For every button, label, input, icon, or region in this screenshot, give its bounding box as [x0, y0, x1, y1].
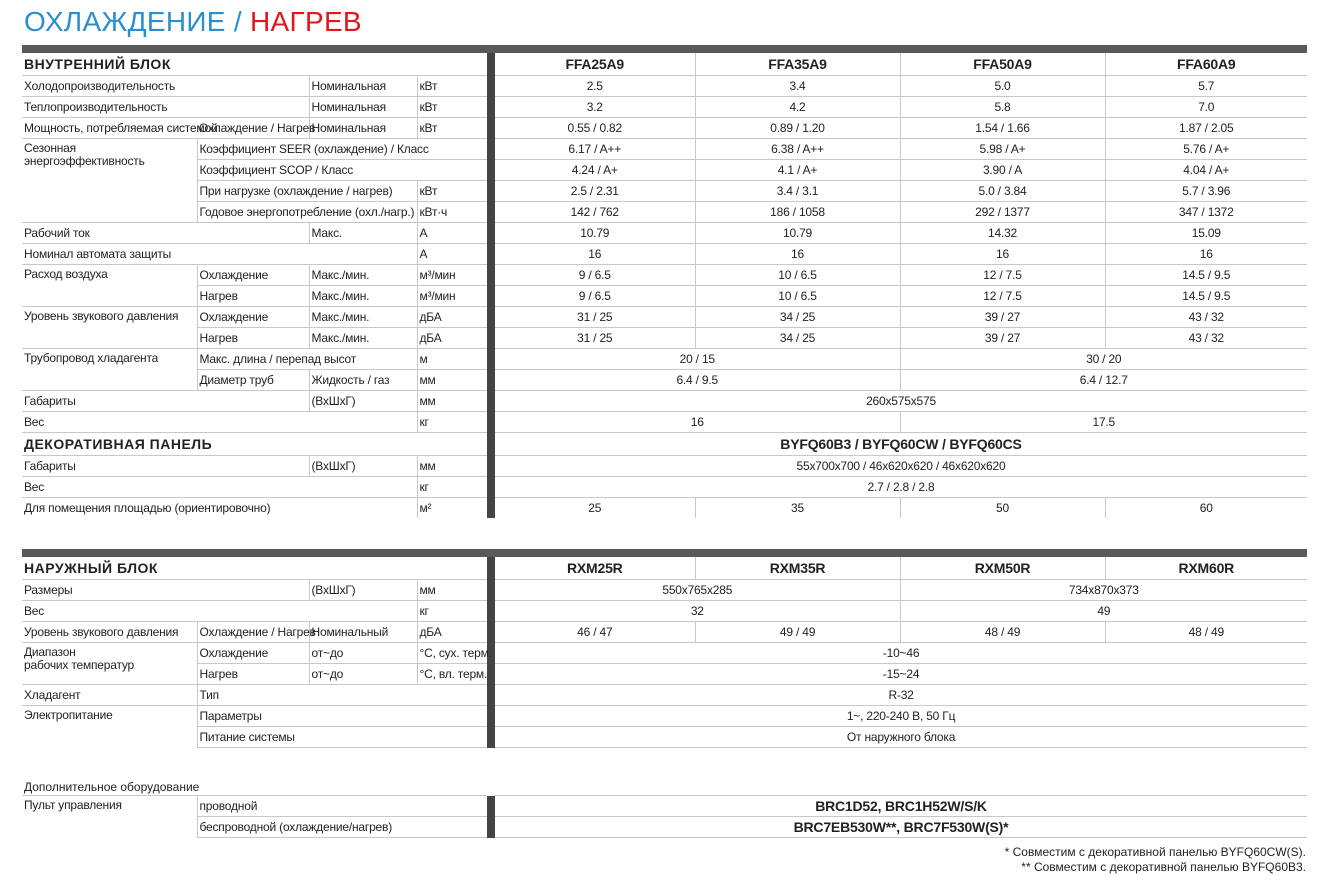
unit: кг — [417, 477, 487, 498]
value: 3.2 — [495, 97, 695, 118]
row-dimensions — [22, 391, 1307, 412]
row-panel-weight — [22, 477, 1307, 498]
indoor-model-4: FFA60A9 — [1105, 53, 1307, 76]
vertical-separator — [487, 53, 495, 518]
unit: кг — [417, 601, 487, 622]
value: 9 / 6.5 — [495, 286, 695, 307]
power-label: Электропитание — [22, 706, 197, 748]
row-room-area — [22, 498, 1307, 519]
mode: Нагрев — [197, 664, 309, 685]
value: 10 / 6.5 — [695, 265, 900, 286]
row-airflow-heat — [22, 286, 1307, 307]
value: 1.87 / 2.05 — [1105, 118, 1307, 139]
sublabel: от~до — [309, 664, 417, 685]
sublabel: Макс. — [309, 223, 417, 244]
value: 6.17 / A++ — [495, 139, 695, 160]
row-outdoor-sound — [22, 622, 1307, 643]
value: 14.5 / 9.5 — [1105, 286, 1307, 307]
label: Вес — [22, 412, 417, 433]
label: Номинал автомата защиты — [22, 244, 417, 265]
value: 48 / 49 — [1105, 622, 1307, 643]
unit: кг — [417, 412, 487, 433]
value: 34 / 25 — [695, 307, 900, 328]
value: 39 / 27 — [900, 328, 1105, 349]
value: 39 / 27 — [900, 307, 1105, 328]
value: 6.4 / 12.7 — [900, 370, 1307, 391]
sublabel: (ВхШхГ) — [309, 456, 417, 477]
unit: °С, вл. терм. — [417, 664, 487, 685]
range-label-line2: рабочих температур — [24, 658, 135, 672]
value: 1~, 220-240 В, 50 Гц — [495, 706, 1307, 727]
value: 17.5 — [900, 412, 1307, 433]
outdoor-model-2: RXM35R — [695, 557, 900, 580]
outdoor-header: НАРУЖНЫЙ БЛОК — [24, 559, 158, 576]
mode: Охлаждение — [197, 643, 309, 664]
value: 4.1 / A+ — [695, 160, 900, 181]
extra-equipment-title: Дополнительное оборудование — [24, 780, 200, 794]
unit: мм — [417, 456, 487, 477]
unit: м³/мин — [417, 286, 487, 307]
extra-equipment-table — [22, 795, 1307, 838]
row-piping-diameter — [22, 370, 1307, 391]
value: 5.8 — [900, 97, 1105, 118]
sublabel: Жидкость / газ — [309, 370, 417, 391]
unit: кВт — [417, 181, 487, 202]
value: 4.24 / A+ — [495, 160, 695, 181]
sublabel: от~до — [309, 643, 417, 664]
value: 2.5 — [495, 76, 695, 97]
value: 292 / 1377 — [900, 202, 1105, 223]
value: 25 — [495, 498, 695, 519]
load-label: При нагрузке (охлаждение / нагрев) — [197, 181, 417, 202]
value: BRC1D52, BRC1H52W/S/K — [495, 796, 1307, 817]
value: 4.2 — [695, 97, 900, 118]
title-slash: / — [225, 6, 251, 37]
sublabel: Макс./мин. — [309, 328, 417, 349]
row-power-supply — [22, 727, 1307, 748]
value: 347 / 1372 — [1105, 202, 1307, 223]
mode: Тип — [197, 685, 487, 706]
value: 14.32 — [900, 223, 1105, 244]
unit: кВт·ч — [417, 202, 487, 223]
indoor-model-1: FFA25A9 — [565, 55, 624, 72]
value: 5.0 / 3.84 — [900, 181, 1105, 202]
value: 50 — [900, 498, 1105, 519]
value: 30 / 20 — [900, 349, 1307, 370]
row-cooling-capacity — [22, 76, 1307, 97]
footnote-1: * Совместим с декоративной панелью BYFQ60CW(S). — [1004, 845, 1306, 859]
sublabel: Макс./мин. — [309, 286, 417, 307]
label: Хладагент — [22, 685, 197, 706]
row-sound-heat — [22, 328, 1307, 349]
mode: проводной — [197, 796, 487, 817]
label: Размеры — [22, 580, 309, 601]
sublabel: (ВхШхГ) — [309, 580, 417, 601]
row-outdoor-weight — [22, 601, 1307, 622]
row-power-consumption — [22, 118, 1307, 139]
value: 5.0 — [900, 76, 1105, 97]
value: R-32 — [495, 685, 1307, 706]
title-heating: НАГРЕВ — [250, 6, 362, 37]
title-cooling: ОХЛАЖДЕНИЕ — [24, 6, 226, 37]
value: 3.4 — [695, 76, 900, 97]
footnotes — [1005, 845, 1306, 875]
label: Габариты — [22, 456, 309, 477]
outdoor-top-bar — [22, 549, 1307, 557]
sublabel: Номинальный — [309, 622, 417, 643]
value: 12 / 7.5 — [900, 286, 1105, 307]
row-remote-wireless — [22, 817, 1307, 838]
outdoor-header-row — [22, 557, 1307, 580]
airflow-label: Расход воздуха — [22, 265, 197, 307]
row-weight — [22, 412, 1307, 433]
row-seer — [22, 139, 1307, 160]
unit: дБА — [417, 622, 487, 643]
outdoor-spec-table — [22, 557, 1307, 748]
footnote-2: ** Совместим с декоративной панелью BYFQ60B3. — [1021, 860, 1306, 874]
value: 7.0 — [1105, 97, 1307, 118]
annual-label: Годовое энергопотребление (охл./нагр.) — [197, 202, 417, 223]
indoor-top-bar — [22, 45, 1307, 53]
value: 14.5 / 9.5 — [1105, 265, 1307, 286]
indoor-header-row — [22, 53, 1307, 76]
value: 5.76 / A+ — [1105, 139, 1307, 160]
label: Для помещения площадью (ориентировочно) — [22, 498, 417, 519]
value: 15.09 — [1105, 223, 1307, 244]
value: 20 / 15 — [495, 349, 900, 370]
panel-header-row — [22, 433, 1307, 456]
value: 31 / 25 — [495, 328, 695, 349]
value: От наружного блока — [495, 727, 1307, 748]
mode: беспроводной (охлаждение/нагрев) — [197, 817, 487, 838]
value: 43 / 32 — [1105, 328, 1307, 349]
row-annual — [22, 202, 1307, 223]
row-outdoor-size — [22, 580, 1307, 601]
unit: дБА — [417, 307, 487, 328]
value: 10.79 — [695, 223, 900, 244]
row-piping-length — [22, 349, 1307, 370]
unit: м² — [417, 498, 487, 519]
range-label-line1: Диапазон — [24, 645, 76, 659]
label: Теплопроизводительность — [22, 97, 309, 118]
value: 35 — [695, 498, 900, 519]
value: 142 / 762 — [495, 202, 695, 223]
sublabel: Номинальная — [309, 118, 417, 139]
label: Габариты — [22, 391, 309, 412]
value: 186 / 1058 — [695, 202, 900, 223]
outdoor-model-1: RXM25R — [567, 559, 623, 576]
value: 48 / 49 — [900, 622, 1105, 643]
outdoor-model-3: RXM50R — [900, 557, 1105, 580]
row-range-cool — [22, 643, 1307, 664]
label: Рабочий ток — [22, 223, 309, 244]
row-current — [22, 223, 1307, 244]
mode: Нагрев — [197, 286, 309, 307]
outdoor-model-4: RXM60R — [1105, 557, 1307, 580]
mode: Охлаждение / Нагрев — [197, 118, 309, 139]
sublabel: Макс./мин. — [309, 265, 417, 286]
row-load — [22, 181, 1307, 202]
mode: Охлаждение — [197, 265, 309, 286]
value: 5.98 / A+ — [900, 139, 1105, 160]
page-title — [24, 6, 362, 38]
value: -15~24 — [495, 664, 1307, 685]
value: 550x765x285 — [495, 580, 900, 601]
scop-label: Коэффициент SCOP / Класс — [197, 160, 487, 181]
seer-label: Коэффициент SEER (охлаждение) / Класс — [197, 139, 487, 160]
value: 55x700x700 / 46x620x620 / 46x620x620 — [495, 456, 1307, 477]
indoor-model-3: FFA50A9 — [900, 53, 1105, 76]
value: 260x575x575 — [495, 391, 1307, 412]
value: 16 — [900, 244, 1105, 265]
mode: Параметры — [197, 706, 487, 727]
label: Уровень звукового давления — [22, 622, 197, 643]
value: 46 / 47 — [495, 622, 695, 643]
unit: мм — [417, 580, 487, 601]
value: -10~46 — [495, 643, 1307, 664]
sublabel: Макс./мин. — [309, 307, 417, 328]
value: 0.55 / 0.82 — [495, 118, 695, 139]
label: Вес — [22, 601, 417, 622]
row-sound-cool — [22, 307, 1307, 328]
value: 43 / 32 — [1105, 307, 1307, 328]
value: BRC7EB530W**, BRC7F530W(S)* — [495, 817, 1307, 838]
value: 734x870x373 — [900, 580, 1307, 601]
value: 5.7 / 3.96 — [1105, 181, 1307, 202]
value: 34 / 25 — [695, 328, 900, 349]
value: 16 — [1105, 244, 1307, 265]
value: 16 — [495, 412, 900, 433]
row-scop — [22, 160, 1307, 181]
value: 60 — [1105, 498, 1307, 519]
unit: кВт — [417, 76, 487, 97]
mode: Охлаждение / Нагрев — [197, 622, 309, 643]
value: 2.7 / 2.8 / 2.8 — [495, 477, 1307, 498]
value: 2.5 / 2.31 — [495, 181, 695, 202]
value: 31 / 25 — [495, 307, 695, 328]
panel-header: ДЕКОРАТИВНАЯ ПАНЕЛЬ — [22, 433, 487, 456]
value: 6.38 / A++ — [695, 139, 900, 160]
sublabel: Номинальная — [309, 97, 417, 118]
range-label — [22, 643, 197, 685]
unit: °С, сух. терм. — [417, 643, 487, 664]
row-remote-wired — [22, 796, 1307, 817]
unit: мм — [417, 370, 487, 391]
sound-label: Уровень звукового давления — [22, 307, 197, 349]
mode: Охлаждение — [197, 307, 309, 328]
row-airflow-cool — [22, 265, 1307, 286]
sublabel: Номинальная — [309, 76, 417, 97]
value: 49 / 49 — [695, 622, 900, 643]
unit: А — [417, 223, 487, 244]
value: 32 — [495, 601, 900, 622]
value: 12 / 7.5 — [900, 265, 1105, 286]
value: 16 — [695, 244, 900, 265]
seasonal-label-line2: энергоэффективность — [24, 154, 145, 168]
value: 3.90 / A — [900, 160, 1105, 181]
unit: м — [417, 349, 487, 370]
mode: Питание системы — [197, 727, 487, 748]
row-power-params — [22, 706, 1307, 727]
unit: мм — [417, 391, 487, 412]
label: Холодопроизводительность — [22, 76, 309, 97]
row-breaker — [22, 244, 1307, 265]
indoor-spec-table — [22, 53, 1307, 518]
row-heating-capacity — [22, 97, 1307, 118]
row-range-heat — [22, 664, 1307, 685]
value: 9 / 6.5 — [495, 265, 695, 286]
value: 1.54 / 1.66 — [900, 118, 1105, 139]
sublabel: (ВхШхГ) — [309, 391, 417, 412]
unit: А — [417, 244, 487, 265]
indoor-header: ВНУТРЕННИЙ БЛОК — [24, 55, 171, 72]
unit: м³/мин — [417, 265, 487, 286]
unit: кВт — [417, 97, 487, 118]
piping-length-label: Макс. длина / перепад высот — [197, 349, 417, 370]
value: 6.4 / 9.5 — [495, 370, 900, 391]
vertical-separator — [487, 796, 495, 838]
unit: дБА — [417, 328, 487, 349]
seasonal-label — [22, 139, 197, 223]
value: 3.4 / 3.1 — [695, 181, 900, 202]
mode: Диаметр труб — [197, 370, 309, 391]
mode: Нагрев — [197, 328, 309, 349]
row-refrigerant — [22, 685, 1307, 706]
unit: кВт — [417, 118, 487, 139]
remote-label: Пульт управления — [22, 796, 197, 838]
piping-label: Трубопровод хладагента — [22, 349, 197, 391]
value: 10 / 6.5 — [695, 286, 900, 307]
seasonal-label-line1: Сезонная — [24, 141, 76, 155]
label: Вес — [22, 477, 417, 498]
value: 10.79 — [495, 223, 695, 244]
panel-models: BYFQ60B3 / BYFQ60CW / BYFQ60CS — [495, 433, 1307, 456]
indoor-model-2: FFA35A9 — [695, 53, 900, 76]
label: Мощность, потребляемая системой — [22, 118, 197, 139]
value: 49 — [900, 601, 1307, 622]
value: 16 — [495, 244, 695, 265]
value: 5.7 — [1105, 76, 1307, 97]
row-panel-dimensions — [22, 456, 1307, 477]
value: 4.04 / A+ — [1105, 160, 1307, 181]
value: 0.89 / 1.20 — [695, 118, 900, 139]
